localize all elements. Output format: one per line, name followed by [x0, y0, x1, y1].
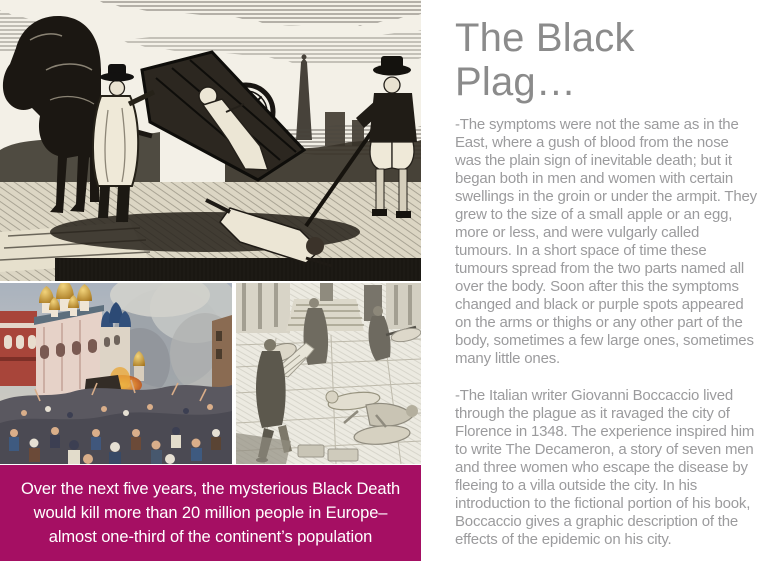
body-paragraph-boccaccio: -The Italian writer Giovanni Boccaccio lived through the plague as it ravaged the city of Florence in 1348. The experience inspired him to write The Decameron, a story of seven men and three women who escape the disease by fleeing to a villa outside the city. In his introduction to the fictional portion of his book, Boccaccio gives a graphic description of the effects of the epidemic on his city.: [455, 387, 755, 548]
caption-banner-text: Over the next five years, the mysterious Black Death would kill more than 20 million people in Europe– almost one-third of the continent’s population: [20, 480, 401, 546]
plague-cart-engraving: [0, 0, 421, 281]
plague-riot-painting: [0, 283, 232, 464]
caption-banner: [0, 465, 421, 561]
street-victims-engraving-art: [236, 283, 421, 464]
slide-title: The Black Plag…: [455, 16, 635, 104]
street-victims-engraving: [236, 283, 421, 464]
slide-body: [455, 116, 758, 549]
plague-cart-engraving-art: [0, 0, 421, 281]
body-paragraph-symptoms: -The symptoms were not the same as in the East, where a gush of blood from the nose was the plain sign of inevitable death; but it began both in men and women with certain swellings in the groin or under the armpit. They grew to the size of a small apple or an egg, more or less, and were vulgarly called tumours. In a short space of time these tumours spread from the two parts named all over the body. Soon after this the symptoms changed and black or purple spots appeared on the arms or thighs or any other part of the body, sometimes a few large ones, sometimes many little ones.: [455, 116, 757, 367]
text-panel: [455, 0, 758, 561]
plague-riot-painting-art: [0, 283, 232, 464]
